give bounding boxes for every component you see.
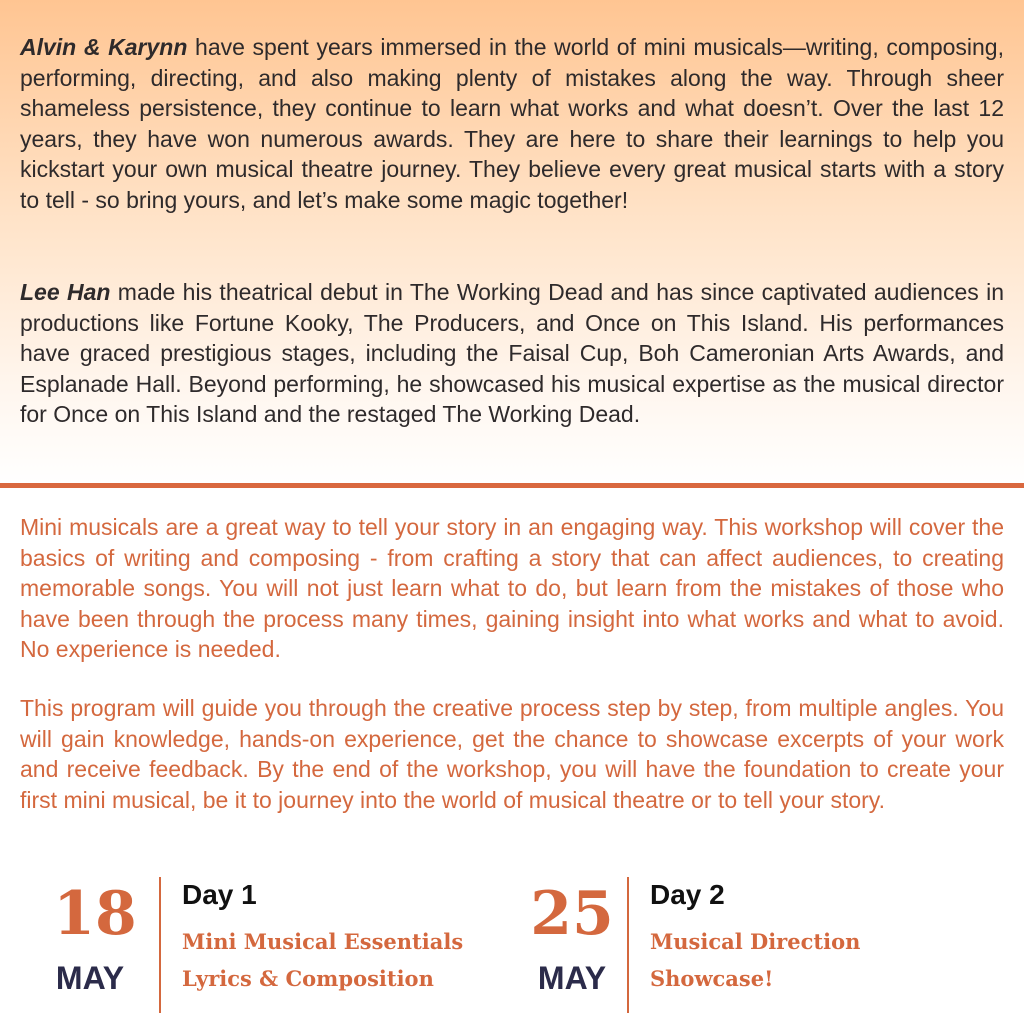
section-divider (0, 483, 1024, 488)
date-divider (627, 877, 629, 1013)
bio-name: Alvin & Karynn (20, 34, 188, 60)
workshop-description: Mini musicals are a great way to tell your story in an engaging way. This workshop will cover the basics of writing and composing - from crafting a story that can affect audiences, to creating memorable songs. You will not just learn what to do, but learn from the mistakes of those who have been through the process many times, gaining insight into what works and what to avoid. No experience is needed. (20, 514, 1004, 662)
date-divider (159, 877, 161, 1013)
session-item: Musical Direction (650, 929, 861, 954)
session-item: Mini Musical Essentials (182, 929, 464, 954)
day-label: Day 1 (182, 879, 257, 910)
bio-name: Lee Han (20, 279, 111, 305)
date-month: MAY (537, 960, 607, 996)
bio-text: made his theatrical debut in The Working Dead and has since captivated audiences in productions like Fortune Kooky, The Producers, and Once on This Island. His performances have graced prestigious stages, including the Faisal Cup, Boh Cameronian Arts Awards, and Esplanade Hall. Beyond performing, he showcased his musical expertise as the musical director for Once on This Island and the restaged The Working Dead. (20, 279, 1004, 427)
bio-text: have spent years immersed in the world of mini musicals—writing, composing, performing, directing, and also making plenty of mistakes along the way. Through sheer shameless persistence, they continue to learn what works and what doesn’t. Over the last 12 years, they have won numerous awards. They are here to share their learnings to help you kickstart your own musical theatre journey. They believe every great musical starts with a story to tell - so bring yours, and let’s make some magic together! (20, 34, 1004, 213)
bio-lee-han (20, 277, 1004, 430)
session-item: Lyrics & Composition (182, 966, 434, 991)
program-description: This program will guide you through the creative process step by step, from multiple angles. You will gain knowledge, hands-on experience, get the chance to showcase excerpts of your work and receive feedback. By the end of the workshop, you will have the foundation to create your first mini musical, be it to journey into the world of musical theatre or to tell your story. (20, 695, 1004, 813)
date-number: 18 (53, 879, 137, 949)
bio-alvin-karynn (20, 32, 1004, 215)
day-label: Day 2 (650, 879, 725, 910)
date-number: 25 (530, 879, 614, 949)
session-item: Showcase! (650, 966, 774, 991)
date-month: MAY (55, 960, 125, 996)
